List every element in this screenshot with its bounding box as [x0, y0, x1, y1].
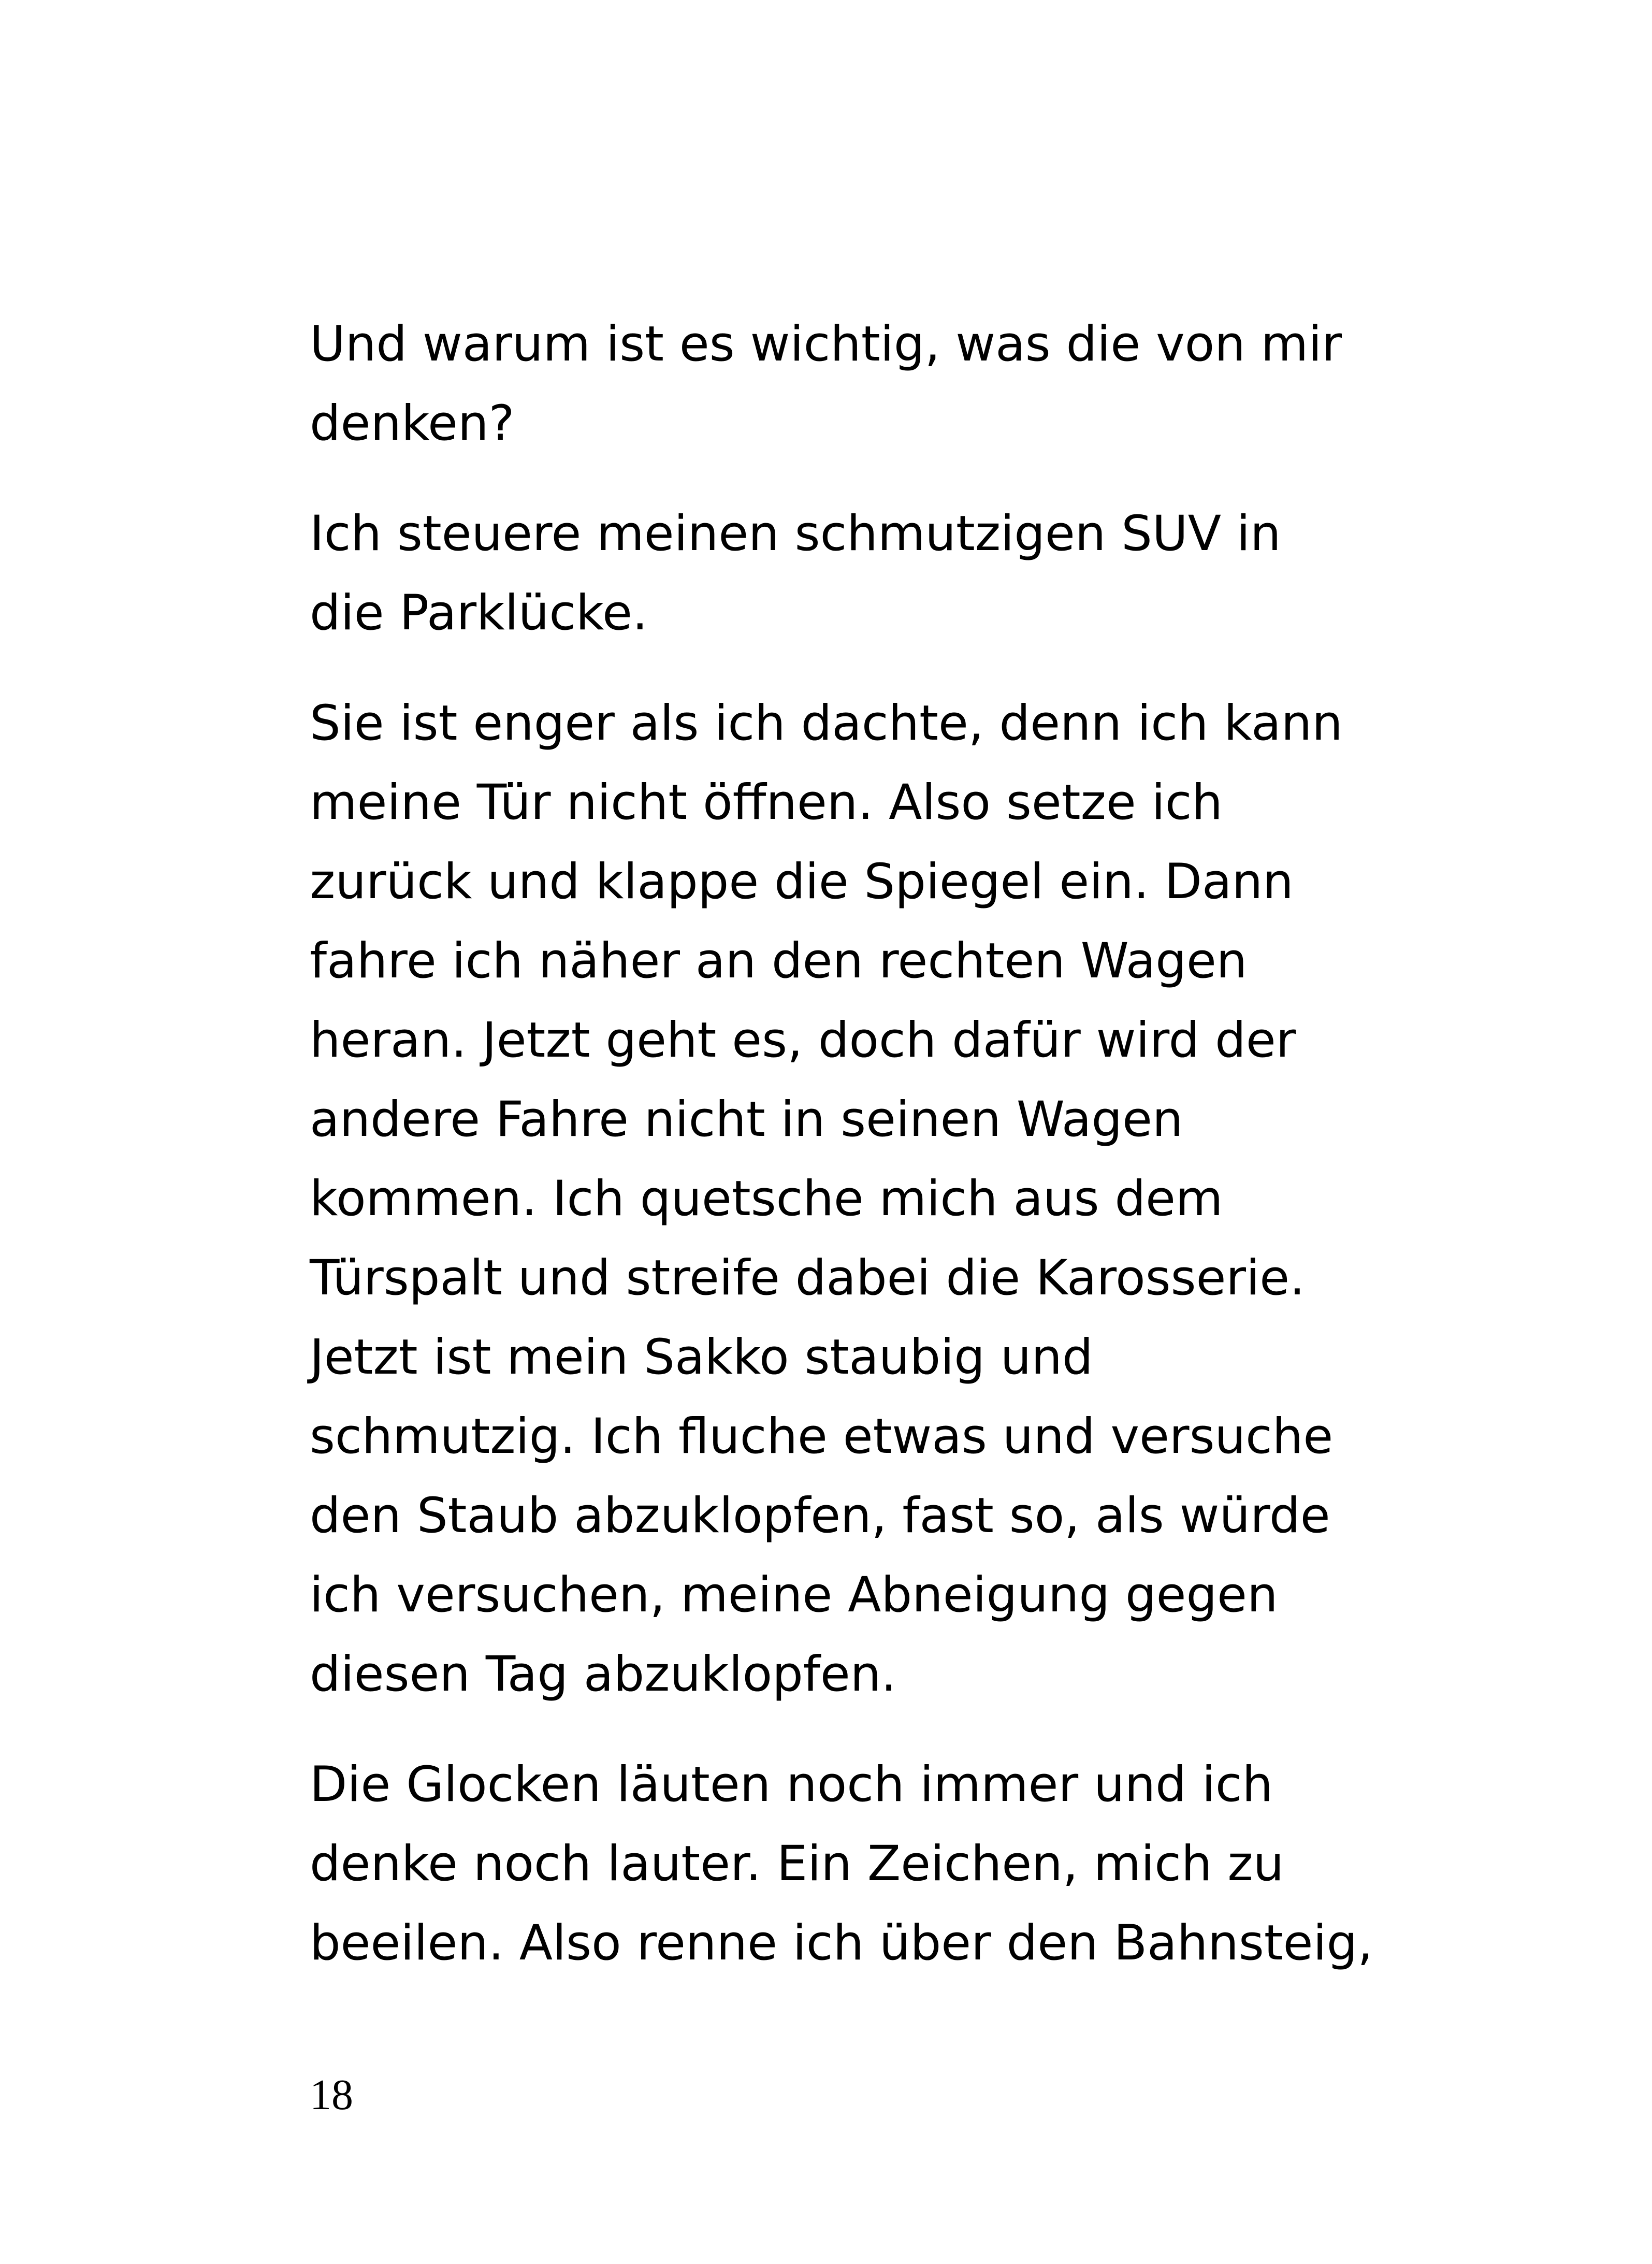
- text-line: Türspalt und streife dabei die Karosserie.: [310, 1250, 1305, 1306]
- text-line: Die Glocken läuten noch immer und ich: [310, 1756, 1273, 1813]
- text-line: zurück und klappe die Spiegel ein. Dann: [310, 854, 1294, 910]
- text-line: Ich steuere meinen schmutzigen SUV in: [310, 506, 1281, 562]
- text-line: den Staub abzuklopfen, fast so, als würde: [310, 1488, 1330, 1544]
- paragraph-4: [310, 1745, 1542, 1983]
- paragraph-3: [310, 684, 1542, 1714]
- text-line: denke noch lauter. Ein Zeichen, mich zu: [310, 1836, 1284, 1892]
- text-line: Und warum ist es wichtig, was die von mir: [310, 316, 1342, 372]
- text-line: denken?: [310, 395, 515, 452]
- text-line: heran. Jetzt geht es, doch dafür wird der: [310, 1012, 1296, 1069]
- page-number: 18: [310, 2071, 353, 2119]
- body-text: [310, 305, 1542, 1983]
- text-line: fahre ich näher an den rechten Wagen: [310, 933, 1248, 989]
- text-line: Sie ist enger als ich dachte, denn ich kann: [310, 695, 1343, 752]
- text-line: andere Fahre nicht in seinen Wagen: [310, 1091, 1183, 1148]
- text-line: Jetzt ist mein Sakko staubig und: [310, 1329, 1093, 1386]
- text-line: schmutzig. Ich fluche etwas und versuche: [310, 1408, 1334, 1465]
- text-line: beeilen. Also renne ich über den Bahnsteig,: [310, 1915, 1373, 1971]
- text-line: meine Tür nicht öffnen. Also setze ich: [310, 774, 1223, 831]
- paragraph-1: [310, 305, 1542, 463]
- text-line: diesen Tag abzuklopfen.: [310, 1646, 897, 1703]
- text-line: kommen. Ich quetsche mich aus dem: [310, 1171, 1223, 1227]
- paragraph-2: [310, 494, 1542, 653]
- text-line: ich versuchen, meine Abneigung gegen: [310, 1567, 1278, 1623]
- text-line: die Parklücke.: [310, 585, 648, 641]
